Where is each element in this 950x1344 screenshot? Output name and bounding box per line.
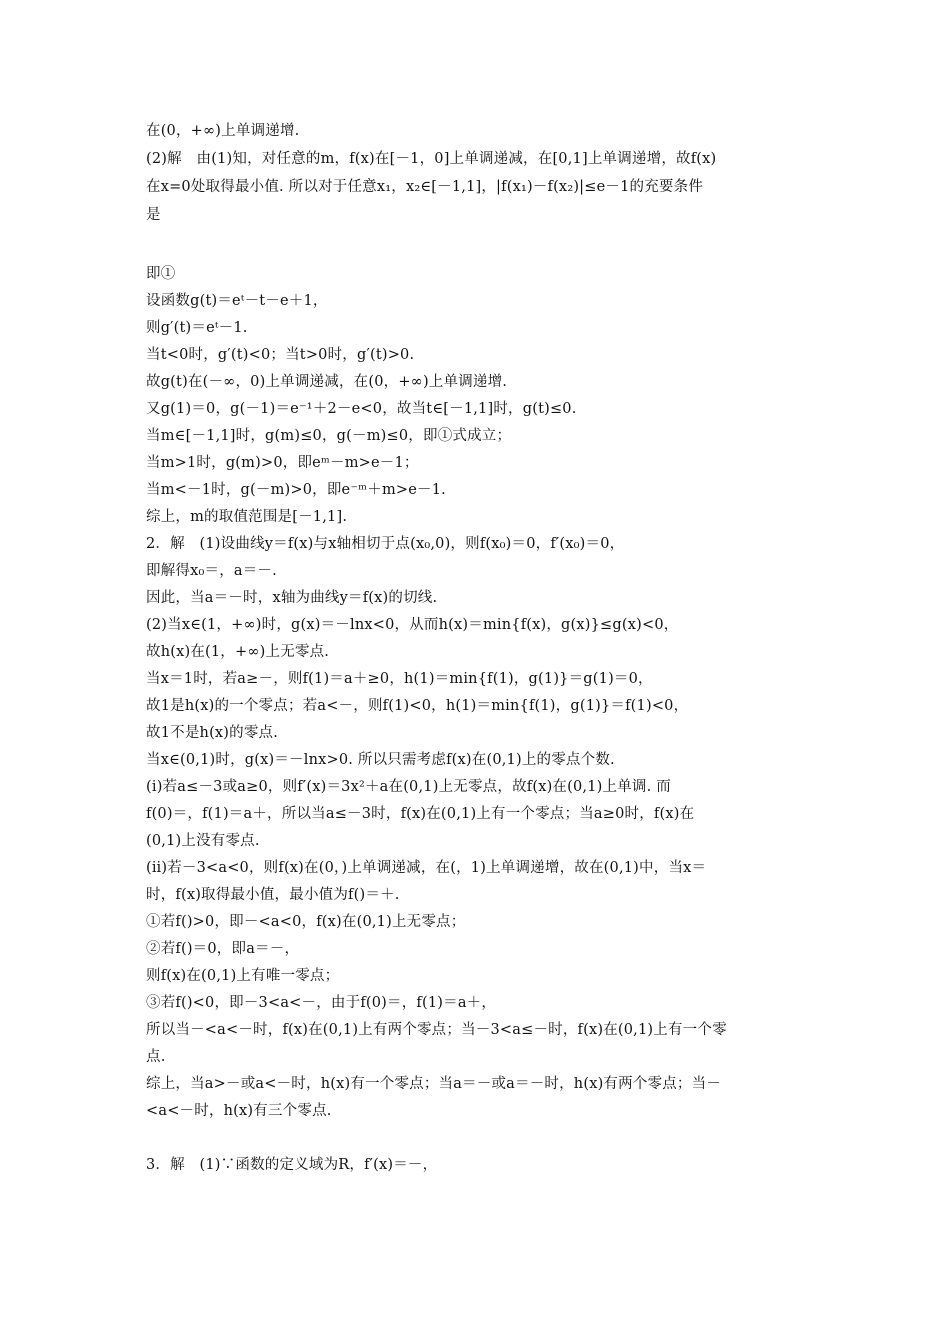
text-line: 故h(x)在(1，+∞)上无零点. bbox=[146, 644, 330, 660]
text-line: 设函数g(t)＝eᵗ－t－e＋1， bbox=[146, 293, 328, 309]
text-line: ①若f()>0，即－<a<0，f(x)在(0,1)上无零点； bbox=[146, 914, 466, 930]
text-line: (2)解 由(1)知，对任意的m，f(x)在[－1，0]上单调递减，在[0,1]上单调递增，故f(x) bbox=[146, 151, 717, 167]
text-line: 当t<0时，g′(t)<0；当t>0时，g′(t)>0. bbox=[146, 347, 415, 363]
text-line: 当m>1时，g(m)>0，即eᵐ－m>e－1； bbox=[146, 455, 419, 471]
text-line: 3．解 (1)∵函数的定义域为R，f′(x)＝－， bbox=[146, 1157, 438, 1173]
text-line: 故1不是h(x)的零点. bbox=[146, 725, 279, 741]
text-line: 所以当－<a<－时，f(x)在(0,1)上有两个零点；当－3<a≤－时，f(x)在(0,1)上有一个零 bbox=[146, 1022, 727, 1038]
text-line: 故1是h(x)的一个零点；若a<－，则f(1)<0，h(1)＝min{f(1)，g(1)}＝f(1)<0， bbox=[146, 698, 689, 714]
text-line: 在(0，+∞)上单调递增. bbox=[146, 123, 300, 139]
text-line: <a<－时，h(x)有三个零点. bbox=[146, 1103, 332, 1119]
text-line: (2)当x∈(1，+∞)时，g(x)＝－lnx<0，从而h(x)＝min{f(x)，g(x)}≤g(x)<0， bbox=[146, 617, 679, 633]
text-line: 又g(1)＝0，g(－1)＝e⁻¹＋2－e<0，故当t∈[－1,1]时，g(t)≤0. bbox=[146, 401, 577, 417]
text-line: 综上，当a>－或a<－时，h(x)有一个零点；当a＝－或a＝－时，h(x)有两个零点；当－ bbox=[146, 1076, 722, 1092]
text-line: 则g′(t)＝eᵗ－1. bbox=[146, 320, 248, 336]
text-line: 在x=0处取得最小值. 所以对于任意x₁，x₂∈[－1,1]，|f(x₁)－f(x₂)|≤e－1的充要条件 bbox=[146, 179, 704, 195]
text-line: 则f(x)在(0,1)上有唯一零点； bbox=[146, 968, 340, 984]
text-line: f(0)＝，f(1)＝a＋，所以当a≤－3时，f(x)在(0,1)上有一个零点；当a≥0时，f(x)在 bbox=[146, 806, 695, 822]
text-line: 是 bbox=[146, 207, 161, 223]
text-line: 当x＝1时，若a≥－，则f(1)＝a＋≥0，h(1)＝min{f(1)，g(1)}＝g(1)＝0， bbox=[146, 671, 653, 687]
text-line: (ⅰ)若a≤－3或a≥0，则f′(x)＝3x²＋a在(0,1)上无零点，故f(x)在(0,1)上单调. 而 bbox=[146, 779, 671, 795]
text-line: 当m<－1时，g(－m)>0，即e⁻ᵐ＋m>e－1. bbox=[146, 482, 446, 498]
text-line: (ⅱ)若－3<a<0，则f(x)在(0，)上单调递减，在(，1)上单调递增，故在(0,1)中，当x＝ bbox=[146, 860, 707, 876]
text-line: 点. bbox=[146, 1049, 166, 1065]
text-line: 即解得x₀＝，a＝－. bbox=[146, 563, 277, 579]
text-line: 当m∈[－1,1]时，g(m)≤0，g(－m)≤0，即①式成立； bbox=[146, 428, 512, 444]
text-line: 综上，m的取值范围是[－1,1]. bbox=[146, 509, 348, 525]
text-line: 2．解 (1)设曲线y＝f(x)与x轴相切于点(x₀,0)，则f(x₀)＝0，f′(x₀)＝0， bbox=[146, 536, 625, 552]
text-line: 时，f(x)取得最小值，最小值为f()＝＋. bbox=[146, 887, 400, 903]
text-line: 当x∈(0,1)时，g(x)＝－lnx>0. 所以只需考虑f(x)在(0,1)上的零点个数. bbox=[146, 752, 615, 768]
text-line: ②若f()＝0，即a＝－， bbox=[146, 941, 300, 957]
text-line: (0,1)上没有零点. bbox=[146, 833, 260, 849]
text-line: 故g(t)在(－∞，0)上单调递减，在(0，+∞)上单调递增. bbox=[146, 374, 508, 390]
text-line: 因此，当a＝－时，x轴为曲线y＝f(x)的切线. bbox=[146, 590, 438, 606]
text-line: ③若f()<0，即－3<a<－，由于f(0)＝，f(1)＝a＋， bbox=[146, 995, 497, 1011]
text-line: 即① bbox=[146, 266, 176, 282]
